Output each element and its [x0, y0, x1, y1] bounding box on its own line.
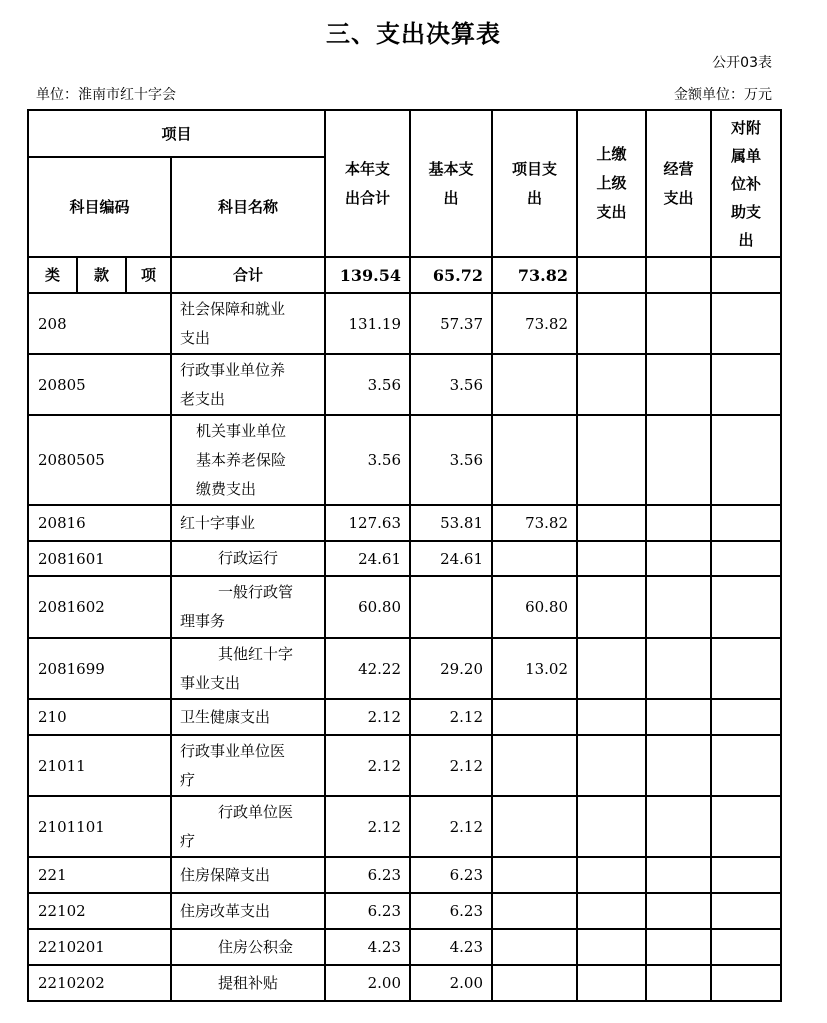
row-operating: [646, 505, 711, 541]
row-basic: 57.37: [410, 293, 492, 354]
table-row: [28, 576, 781, 638]
header-project-line1: 项目支: [512, 159, 558, 178]
amount-unit: 金额单位：万元: [674, 87, 772, 103]
row-total: 4.23: [325, 929, 410, 965]
row-operating: [646, 735, 711, 796]
header-subject-name: 科目名称: [171, 157, 325, 257]
row-name-line2: 理事务: [180, 612, 226, 630]
row-code: 208: [28, 293, 171, 354]
row-basic: 2.12: [410, 699, 492, 735]
header-xiang: 项: [126, 257, 171, 293]
row-subsidy: [711, 576, 781, 638]
header-total-line2: 出合计: [345, 188, 391, 207]
row-code: 21011: [28, 735, 171, 796]
row-project: [492, 929, 577, 965]
row-operating: [646, 699, 711, 735]
header-project: [492, 110, 577, 257]
header-operating-line2: 支出: [663, 188, 694, 207]
row-code: 2080505: [28, 415, 171, 505]
row-project: [492, 699, 577, 735]
row-subsidy: [711, 929, 781, 965]
row-basic: 6.23: [410, 893, 492, 929]
row-project: 73.82: [492, 293, 577, 354]
row-name-line3: 缴费支出: [196, 479, 257, 498]
row-code: 210: [28, 699, 171, 735]
row-name: 提租补贴: [171, 965, 325, 1001]
header-project-line2: 出: [527, 188, 543, 207]
row-total: 127.63: [325, 505, 410, 541]
expenditure-table: [27, 109, 782, 1002]
row-basic: [410, 576, 492, 638]
header-subsidy-line1: 对附: [731, 118, 762, 137]
row-total: 6.23: [325, 893, 410, 929]
row-operating: [646, 929, 711, 965]
row-subsidy: [711, 354, 781, 415]
row-name: 住房改革支出: [171, 893, 325, 929]
row-project: 13.02: [492, 638, 577, 699]
row-project: [492, 541, 577, 576]
row-project: [492, 893, 577, 929]
row-subsidy: [711, 857, 781, 893]
row-name-line2: 支出: [180, 328, 211, 347]
row-operating: [646, 857, 711, 893]
table-row: [28, 505, 781, 541]
row-superior: [577, 857, 646, 893]
row-subsidy: [711, 965, 781, 1001]
row-name: 住房公积金: [171, 929, 325, 965]
total-total: 139.54: [325, 257, 410, 293]
total-operating: [646, 257, 711, 293]
header-basic-line1: 基本支: [428, 159, 474, 178]
header-item: 项目: [28, 110, 325, 157]
row-superior: [577, 638, 646, 699]
row-subsidy: [711, 505, 781, 541]
row-code: 20816: [28, 505, 171, 541]
row-superior: [577, 699, 646, 735]
header-subsidy: [711, 110, 781, 257]
header-subsidy-line2: 属单: [731, 146, 762, 165]
row-basic: 3.56: [410, 354, 492, 415]
header-operating: [646, 110, 711, 257]
row-name: [171, 796, 325, 857]
row-subsidy: [711, 699, 781, 735]
row-basic: 6.23: [410, 857, 492, 893]
total-subsidy: [711, 257, 781, 293]
table-row: [28, 735, 781, 796]
row-project: [492, 965, 577, 1001]
total-row: [28, 257, 781, 293]
row-project: [492, 857, 577, 893]
row-superior: [577, 576, 646, 638]
row-basic: 24.61: [410, 541, 492, 576]
row-code: 22102: [28, 893, 171, 929]
row-superior: [577, 893, 646, 929]
row-name: 住房保障支出: [171, 857, 325, 893]
header-basic: [410, 110, 492, 257]
row-superior: [577, 505, 646, 541]
row-name-line1: 行政单位医: [218, 802, 294, 821]
row-code: 2210201: [28, 929, 171, 965]
table-row: [28, 929, 781, 965]
row-operating: [646, 796, 711, 857]
row-project: [492, 796, 577, 857]
row-name-line2: 老支出: [180, 389, 226, 408]
table-row: [28, 857, 781, 893]
row-total: 131.19: [325, 293, 410, 354]
header-superior-line2: 上级: [596, 174, 627, 192]
row-operating: [646, 965, 711, 1001]
row-basic: 3.56: [410, 415, 492, 505]
row-name-line1: 社会保障和就业: [180, 299, 286, 318]
row-code: 2081601: [28, 541, 171, 576]
row-basic: 53.81: [410, 505, 492, 541]
table-row: [28, 415, 781, 505]
row-subsidy: [711, 541, 781, 576]
row-name: 行政运行: [171, 541, 325, 576]
row-total: 2.12: [325, 699, 410, 735]
row-name: [171, 293, 325, 354]
header-superior: [577, 110, 646, 257]
header-lei: 类: [28, 257, 77, 293]
header-subsidy-line5: 出: [738, 230, 754, 249]
row-code: 20805: [28, 354, 171, 415]
row-code: 221: [28, 857, 171, 893]
reporting-unit: 单位：淮南市红十字会: [36, 87, 176, 103]
header-subsidy-line3: 位补: [731, 174, 762, 193]
header-superior-line3: 支出: [596, 203, 627, 221]
row-name-line1: 其他红十字: [218, 644, 294, 663]
row-name-line1: 行政事业单位医: [180, 741, 286, 760]
header-operating-line1: 经营: [663, 159, 694, 178]
row-total: 6.23: [325, 857, 410, 893]
row-subsidy: [711, 415, 781, 505]
form-number: 公开03表: [712, 55, 772, 71]
header-subsidy-line4: 助支: [731, 202, 762, 221]
row-operating: [646, 638, 711, 699]
row-name-line1: 机关事业单位: [196, 421, 287, 440]
row-project: [492, 354, 577, 415]
row-basic: 2.12: [410, 735, 492, 796]
row-operating: [646, 293, 711, 354]
row-total: 2.12: [325, 735, 410, 796]
row-total: 2.12: [325, 796, 410, 857]
row-superior: [577, 929, 646, 965]
row-basic: 29.20: [410, 638, 492, 699]
row-total: 42.22: [325, 638, 410, 699]
row-basic: 2.12: [410, 796, 492, 857]
table-row: [28, 293, 781, 354]
row-project: 60.80: [492, 576, 577, 638]
row-basic: 4.23: [410, 929, 492, 965]
header-total-line1: 本年支: [345, 159, 391, 178]
row-total: 3.56: [325, 415, 410, 505]
row-subsidy: [711, 893, 781, 929]
row-project: 73.82: [492, 505, 577, 541]
row-operating: [646, 541, 711, 576]
row-superior: [577, 415, 646, 505]
row-code: 2210202: [28, 965, 171, 1001]
row-total: 24.61: [325, 541, 410, 576]
row-name: [171, 576, 325, 638]
row-superior: [577, 796, 646, 857]
row-superior: [577, 965, 646, 1001]
row-superior: [577, 541, 646, 576]
header-basic-line2: 出: [443, 188, 459, 207]
row-name: 卫生健康支出: [171, 699, 325, 735]
row-name: [171, 415, 325, 505]
header-kuan: 款: [77, 257, 126, 293]
row-name: [171, 354, 325, 415]
row-code: 2101101: [28, 796, 171, 857]
row-name: [171, 638, 325, 699]
table-row: [28, 638, 781, 699]
table-row: [28, 893, 781, 929]
header-subject-code: 科目编码: [28, 157, 171, 257]
row-code: 2081699: [28, 638, 171, 699]
row-operating: [646, 354, 711, 415]
total-superior: [577, 257, 646, 293]
row-project: [492, 735, 577, 796]
row-operating: [646, 415, 711, 505]
row-superior: [577, 735, 646, 796]
row-name-line2: 基本养老保险: [196, 450, 287, 469]
row-subsidy: [711, 796, 781, 857]
table-row: [28, 796, 781, 857]
row-subsidy: [711, 735, 781, 796]
row-name-line1: 一般行政管: [218, 583, 294, 601]
row-name: [171, 735, 325, 796]
table-row: [28, 541, 781, 576]
row-name: 红十字事业: [171, 505, 325, 541]
header-superior-line1: 上缴: [596, 145, 627, 163]
row-code: 2081602: [28, 576, 171, 638]
table-row: [28, 965, 781, 1001]
row-basic: 2.00: [410, 965, 492, 1001]
row-operating: [646, 576, 711, 638]
row-total: 3.56: [325, 354, 410, 415]
table-row: [28, 699, 781, 735]
row-total: 2.00: [325, 965, 410, 1001]
page-title: 三、支出决算表: [326, 20, 501, 48]
row-name-line2: 疗: [180, 770, 196, 789]
row-subsidy: [711, 638, 781, 699]
table-row: [28, 354, 781, 415]
row-subsidy: [711, 293, 781, 354]
total-basic: 65.72: [410, 257, 492, 293]
row-name-line2: 事业支出: [180, 673, 241, 692]
total-project: 73.82: [492, 257, 577, 293]
header-total: [325, 110, 410, 257]
row-superior: [577, 293, 646, 354]
row-name-line1: 行政事业单位养: [180, 360, 286, 379]
row-total: 60.80: [325, 576, 410, 638]
total-label: 合计: [171, 257, 325, 293]
row-operating: [646, 893, 711, 929]
row-superior: [577, 354, 646, 415]
header-row-1: [28, 110, 781, 157]
row-project: [492, 415, 577, 505]
row-name-line2: 疗: [180, 831, 196, 850]
